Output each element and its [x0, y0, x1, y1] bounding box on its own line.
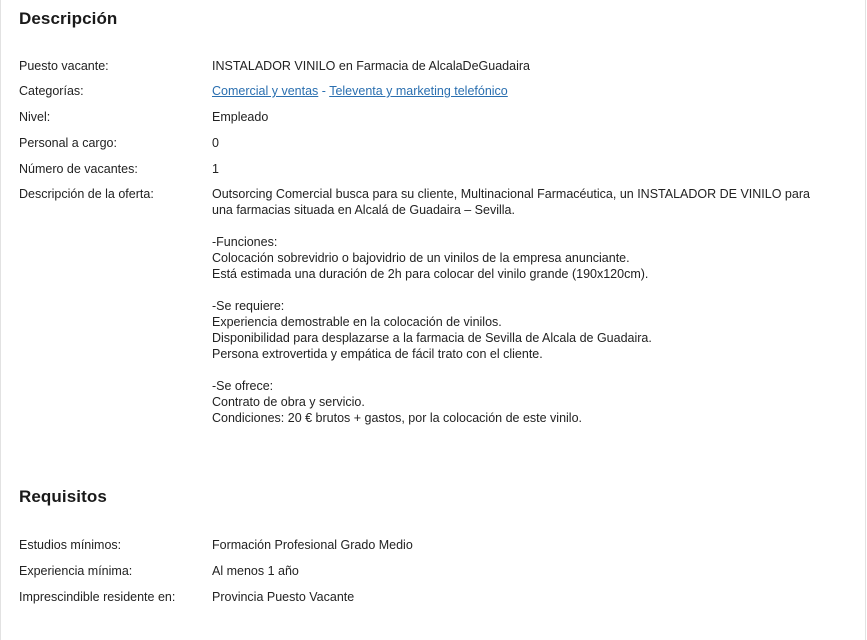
nivel-value: Empleado [212, 110, 269, 124]
categorias-label: Categorías: [19, 84, 84, 98]
oferta-intro [212, 186, 857, 218]
ofrece-line: Condiciones: 20 € brutos + gastos, por la colocación de este vinilo. [212, 411, 583, 425]
puesto-label: Puesto vacante: [19, 59, 109, 73]
requisitos-heading: Requisitos [19, 487, 107, 506]
oferta-intro-line: una farmacias situada en Alcalá de Guadaira – Sevilla. [212, 203, 515, 217]
ofrece-heading: -Se ofrece: [212, 379, 274, 393]
experiencia-label: Experiencia mínima: [19, 564, 133, 578]
oferta-intro-line: Outsorcing Comercial busca para su cliente, Multinacional Farmacéutica, un INSTALADOR DE VINILO para [212, 187, 810, 201]
puesto-value: INSTALADOR VINILO en Farmacia de AlcalaDeGuadaira [212, 59, 530, 73]
oferta-requiere [212, 298, 857, 362]
funciones-line: Colocación sobrevidrio o bajovidrio de un vinilos de la empresa anunciante. [212, 251, 630, 265]
requiere-line: Persona extrovertida y empática de fácil trato con el cliente. [212, 347, 543, 361]
oferta-text [212, 186, 857, 442]
residente-label: Imprescindible residente en: [19, 590, 176, 604]
ofrece-line: Contrato de obra y servicio. [212, 395, 365, 409]
estudios-value: Formación Profesional Grado Medio [212, 538, 413, 552]
category-link-comercial[interactable]: Comercial y ventas [212, 84, 319, 98]
vacantes-value: 1 [212, 162, 219, 176]
experiencia-value: Al menos 1 año [212, 564, 299, 578]
category-link-televenta[interactable]: Televenta y marketing telefónico [329, 84, 508, 98]
nivel-label: Nivel: [19, 110, 51, 124]
vacantes-label: Número de vacantes: [19, 162, 138, 176]
estudios-label: Estudios mínimos: [19, 538, 122, 552]
personal-label: Personal a cargo: [19, 136, 117, 150]
requiere-heading: -Se requiere: [212, 299, 285, 313]
descripcion-heading: Descripción [19, 9, 118, 28]
categorias-value [212, 83, 857, 99]
funciones-line: Está estimada una duración de 2h para colocar del vinilo grande (190x120cm). [212, 267, 649, 281]
oferta-ofrece [212, 378, 857, 426]
requiere-line: Disponibilidad para desplazarse a la farmacia de Sevilla de Alcala de Guadaira. [212, 331, 652, 345]
residente-value: Provincia Puesto Vacante [212, 590, 355, 604]
personal-value: 0 [212, 136, 219, 150]
requiere-line: Experiencia demostrable en la colocación de vinilos. [212, 315, 502, 329]
oferta-label: Descripción de la oferta: [19, 187, 154, 201]
oferta-funciones [212, 234, 857, 282]
funciones-heading: -Funciones: [212, 235, 278, 249]
category-separator: - [318, 84, 330, 98]
